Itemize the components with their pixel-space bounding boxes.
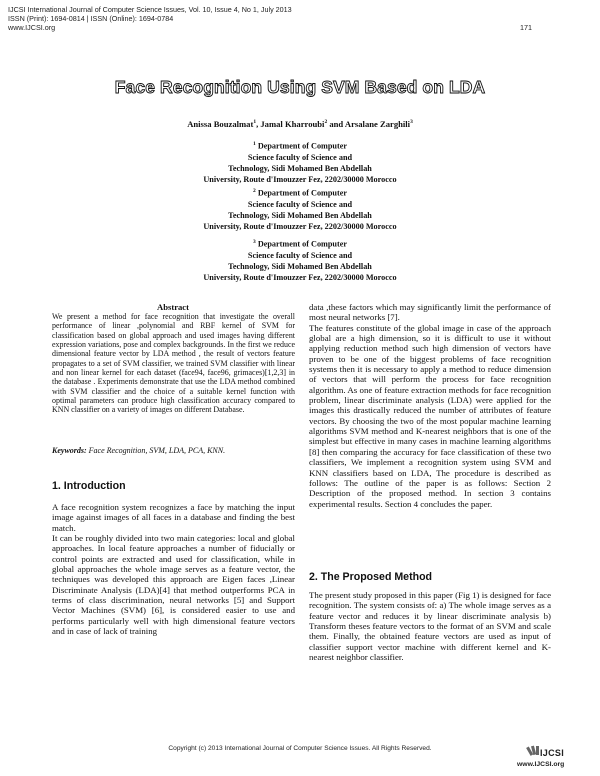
page-number: 171 xyxy=(520,23,532,32)
abstract-text: We present a method for face recognition that investigate the overall performance of linear ,polynomial and RBF kernel of SVM for classification based on global approach and used images having different expression variations, pose and complex backgrounds. In the first we reduce dimensional feature vector by LDA method , the result of vectors feature propagates to a set of SVM classifier, we trained SVM classifier with linear and non linear kernel for each dataset (face94, face96, grimaces)[1,2,3] in the database . Experiments demonstrate that use the LDA method combined with SVM classifier and the choice of a suitable kernel function with optimal parameters can produce high classification accuracy compared to KNN classifier on a variety of images on different Database. xyxy=(52,312,295,415)
affiliation-2 xyxy=(0,186,600,232)
paragraph: It can be roughly divided into two main categories: local and global approaches. In local feature approaches a number of fiducially or control points are extracted and used for classification, while in global approaches the whole image serves as a feature vector, the techniques was developed this approach are Eigen faces ,Linear Discriminate Analysis (LDA)[4] that method outperforms PCA in terms of class discrimination, neural networks [5] and Support Vector Machines (SVM) [6], is considered easier to use and performs particularly well with high dimensional feature vectors and in case of lack of training xyxy=(52,533,295,637)
logo-url: www.IJCSI.org xyxy=(517,761,565,768)
author-separator: , xyxy=(256,119,261,129)
paragraph: A face recognition system recognizes a face by matching the input image against images of all faces in a database and finding the best match. xyxy=(52,502,295,533)
paragraph: data ,these factors which may significantly limit the performance of most neural networks [7]. xyxy=(309,302,551,323)
intro-column xyxy=(52,502,295,636)
author-sup: 2 xyxy=(324,119,328,126)
section-heading-introduction: 1. Introduction xyxy=(52,480,126,492)
abstract-heading: Abstract xyxy=(157,302,189,312)
journal-line: IJCSI International Journal of Computer Science Issues, Vol. 10, Issue 4, No 1, July 2013 xyxy=(8,5,292,14)
affiliation-3 xyxy=(0,237,600,283)
affiliation-line: University, Route d'Imouzzer Fez, 2202/30000 Morocco xyxy=(203,174,397,184)
affiliation-sup: 2 xyxy=(253,188,256,194)
affiliation-line: Technology, Sidi Mohamed Ben Abdellah xyxy=(228,261,372,271)
keywords-list: Face Recognition, SVM, LDA, PCA, KNN. xyxy=(88,446,226,455)
paragraph: The present study proposed in this paper (Fig 1) is designed for face recognition. The system consists of: a) The whole image serves as a feature vector and reduces it by linear discriminate analysis b) Transform theses feature vectors to the format of an SVM and scale them. Finally, the obtained feature vectors are used as input of classifier support vector machine with different kernel and K-nearest neighbor classifier. xyxy=(309,590,551,663)
author-list xyxy=(0,119,600,129)
affiliation-line: University, Route d'Imouzzer Fez, 2202/30000 Morocco xyxy=(203,221,397,231)
copyright-footer: Copyright (c) 2013 International Journal of Computer Science Issues. All Rights Reserved. xyxy=(168,745,432,752)
section-heading-method: 2. The Proposed Method xyxy=(309,571,433,583)
affiliation-line: Technology, Sidi Mohamed Ben Abdellah xyxy=(228,210,372,220)
right-column-upper xyxy=(309,302,551,509)
affiliation-1 xyxy=(0,139,600,185)
issn-line: ISSN (Print): 1694-0814 | ISSN (Online): 1694-0784 xyxy=(8,14,174,23)
affiliation-line: Science faculty of Science and xyxy=(247,250,353,260)
affiliation-line: Science faculty of Science and xyxy=(247,152,353,162)
affiliation-sup: 3 xyxy=(253,239,256,245)
paragraph: The features constitute of the global image in case of the approach global are a high dimension, so it is difficult to use it without applying reduction method such high dimension of vectors have proven to be one of the biggest problems of face recognition systems then it is necessary to apply a method to reduce dimension of vectors that will perform the process for face recognition algorithm. As one of feature extraction methods for face recognition problem, linear discriminate analysis (LDA) were applied for the images this drastically reduced the number of attributes of feature vectors. By choosing the two of the most popular machine learning algorithms SVM method and K-nearest neighbors that is one of the simplest but effective in many cases in machine learning algorithms [8] then comparing the accuracy for face classification of these two classifiers, We implement a recognition system using SVM and KNN classifiers based on LDA, The procedure is described as follows: The outline of the paper is as follows: Section 2 Description of the proposed method. In section 3 contains experimental results. Section 4 concludes the paper. xyxy=(309,322,551,509)
affiliation-line: Science faculty of Science and xyxy=(247,199,353,209)
logo-text: IJCSI xyxy=(540,748,565,758)
method-column xyxy=(309,590,551,662)
author-name: Arsalane Zarghili xyxy=(344,119,411,129)
author-separator: and xyxy=(327,119,345,129)
author-sup: 3 xyxy=(410,119,413,126)
affiliation-line: Department of Computer xyxy=(257,188,347,198)
affiliation-line: Department of Computer xyxy=(257,239,347,249)
affiliation-sup: 1 xyxy=(253,141,256,147)
affiliation-line: University, Route d'Imouzzer Fez, 2202/30000 Morocco xyxy=(203,272,397,282)
paper-title: Face Recognition Using SVM Based on LDA xyxy=(114,77,486,97)
keywords-label: Keywords: xyxy=(52,446,87,455)
keywords xyxy=(52,446,295,455)
author-name: Anissa Bouzalmat xyxy=(187,119,254,129)
author-name: Jamal Kharroubi xyxy=(260,119,325,129)
affiliation-line: Technology, Sidi Mohamed Ben Abdellah xyxy=(228,163,372,173)
author-sup: 1 xyxy=(253,119,257,126)
journal-site: www.IJCSI.org xyxy=(8,23,56,32)
affiliation-line: Department of Computer xyxy=(257,141,347,151)
journal-header xyxy=(8,5,292,32)
